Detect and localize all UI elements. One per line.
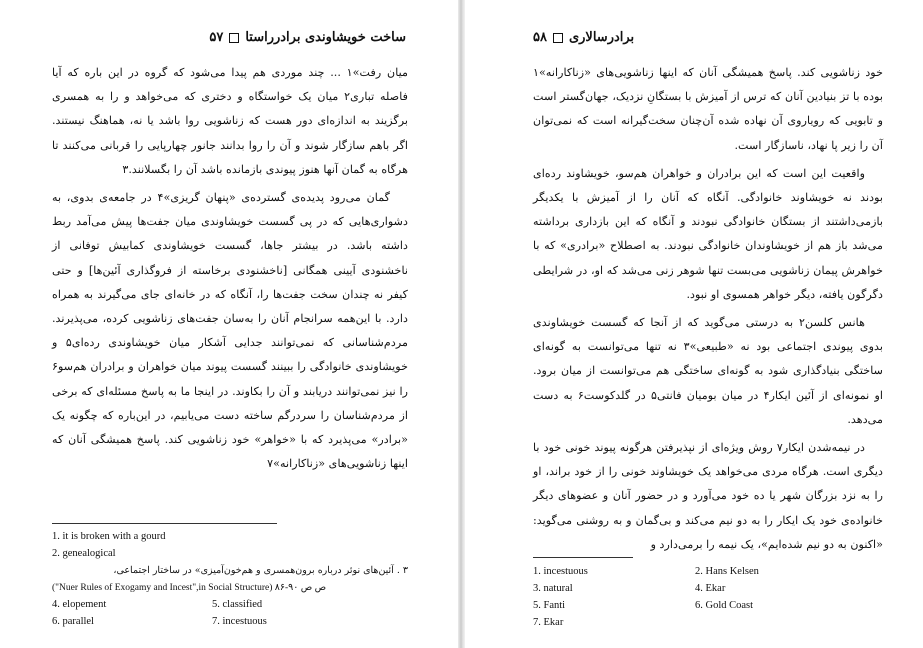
left-page-number: ۵۷ (209, 30, 224, 45)
footnote-1: 1. incestuous (533, 566, 588, 577)
right-paragraph-4: در نیمه‌شدن ایکار۷ روش ویژه‌ای از نپذیرفتن هرگونه پیوند خونی خود با دیگری است. هرگاه مردی می‌خواهد یک خویشاوند خونی را از خود براند، او را به نزد بزرگان شهر یا ده خود می‌آورد و در حضور آنان و عضوهای دیگر خانواده‌ی خود یک ایکار را به دو نیم می‌کند و بی‌گمان و به روشنی می‌گوید: «اکنون به دو نیم شده‌ایم»، یک نیمه را برمی‌دارد و (533, 441, 883, 551)
right-body-text (533, 61, 883, 557)
footnote-2: 2. genealogical (52, 548, 116, 559)
footnote-3-persian: ۳ . آئین‌های نوئر درباره برون‌همسری و هم‌خون‌آمیزی» در ساختار اجتماعی، (113, 565, 408, 576)
left-paragraph-1: میان رفت»۱ ... چند موردی هم پیدا می‌شود که گروه در این باره که آیا فاصله تباری۲ میان یک خواستگاه و دختری که می‌خواهد و را به همسری برگزیند به اندازه‌ای دور هست که زناشویی روا باشد یا نه، هماهنگ نیستند. اگر باهم سازگار شوند و آن را روا بدانند جانور چهارپایی را قربانی می‌کنند تا هرگاه به گمان آنها هنوز پیوندی بازمانده باشد آن را بگسلانند.۳ (52, 66, 408, 176)
footnote-3-english: ("Nuer Rules of Exogamy and Incest",in Social Structure) ص ص ۹۰-۸۶ (52, 583, 327, 593)
right-page (465, 0, 923, 648)
footnote-7: 7. incestuous (212, 616, 267, 627)
footnote-divider (533, 557, 633, 558)
footnote-5: 5. Fanti (533, 600, 566, 611)
footnote-divider (52, 523, 277, 524)
footnote-2: 2. Hans Kelsen (695, 566, 759, 577)
footnote-4: 4. Ekar (695, 583, 726, 594)
right-paragraph-2: واقعیت این است که این برادران و خواهران هم‌سو، خویشاوند رده‌ای بودند نه خویشاوند خانوادگی. آنگاه که آنان را از آمیزش با یکدیگر بازمی‌داشتند از بستگان خانوادگی نبودند و آنگاه که این بازداری برداشته می‌شد باز هم از خویشاوندان خانوادگی نبودند. به اصطلاح «برادری» که با خواهرش پیمان زناشویی می‌بست تنها شوهر زنی می‌شد که او، در شرایطی دگرگون یافته، دیگر خواهر همسوی او نبود. (533, 166, 883, 301)
right-header-title: برادرسالاری (568, 30, 635, 45)
footnote-7: 7. Ekar (533, 617, 564, 628)
left-page-header (209, 30, 406, 45)
header-square-icon (553, 33, 563, 43)
right-paragraph-1: خود زناشویی کند. پاسخ همیشگی آنان که اینها زناشویی‌های «زناکارانه»۱ بوده با تز بنیادین آنان که ترس از آمیزش با بستگانِ نزدیک، جهان‌گستر است و تابویی که رویاروی آن نهاده شده آن‌چنان سخت‌گیرانه است که نمی‌توان آن را زیر پا نهاد، ناسازگار است. (533, 66, 883, 152)
footnote-3: 3. natural (533, 583, 573, 594)
header-square-icon (229, 33, 239, 43)
book-gutter (458, 0, 465, 648)
footnote-1: 1. it is broken with a gourd (52, 531, 166, 542)
footnote-6: 6. parallel (52, 616, 94, 627)
left-header-title: ساخت خویشاوندی برادرراستا (245, 30, 406, 45)
left-body-text (52, 61, 408, 476)
footnote-4: 4. elopement (52, 599, 107, 610)
left-paragraph-2: گمان می‌رود پدیده‌ی گسترده‌ی «پنهان گریزی»۴ در جامعه‌ی بدوی، به دشواری‌هایی که در پی گسست خویشاوندی میان جفت‌ها پیش می‌آمد ربط داشته باشد. در بیشتر جاها، گسست خویشاوندی کمابیش توفانی از ناخشنودی آیینی همگانی [ناخشنودی برخاسته از فروگذاری آئین‌ها] و حتی کیفر نه چندان سخت جفت‌ها را، آنگاه که در خانه‌ای جای می‌گیرند به همراه دارد. با این‌همه سرانجام آنان را به‌سان جفت‌های زناشویی کرده، می‌پذیرند. مردم‌شناسانی که نمی‌توانند جدایی آشکار میان خویشاوندی رده‌ای۵ و خویشاوندی خانوادگی را ببینند گسست پیوند میان خواهران و برادران هم‌سو۶ را نیز نمی‌توانند دریابند و آن را بکاوند. در اینجا ما به پاسخ مسئله‌ای که برخی از مردم‌شناسان را سردرگم ساخته دست می‌یابیم، در این‌باره که چگونه یک «برادر» می‌پذیرد که با «خواهر» خود زناشویی کند. پاسخ همیشگی آنان که اینها زناشویی‌های «زناکارانه»۷ (52, 191, 408, 471)
right-paragraph-3: هانس کلسن۲ به درستی می‌گوید که از آنجا که گسست خویشاوندی بدوی پیوندی اجتماعی بود نه «طبیعی»۳ نه تنها می‌توانست به گونه‌ای ساختگی بنیادگذاری شود به گونه‌ای ساختگی هم می‌توانست از میان برود. او نمونه‌ای از آئین ایکار۴ در میان بومیان فانتی۵ در گلدکوست۶ به دست می‌دهد. (533, 316, 883, 426)
left-page (0, 0, 458, 648)
footnote-6: 6. Gold Coast (695, 600, 754, 611)
right-page-header (533, 30, 634, 45)
right-page-number: ۵۸ (533, 30, 547, 45)
footnote-5: 5. classified (212, 599, 263, 610)
